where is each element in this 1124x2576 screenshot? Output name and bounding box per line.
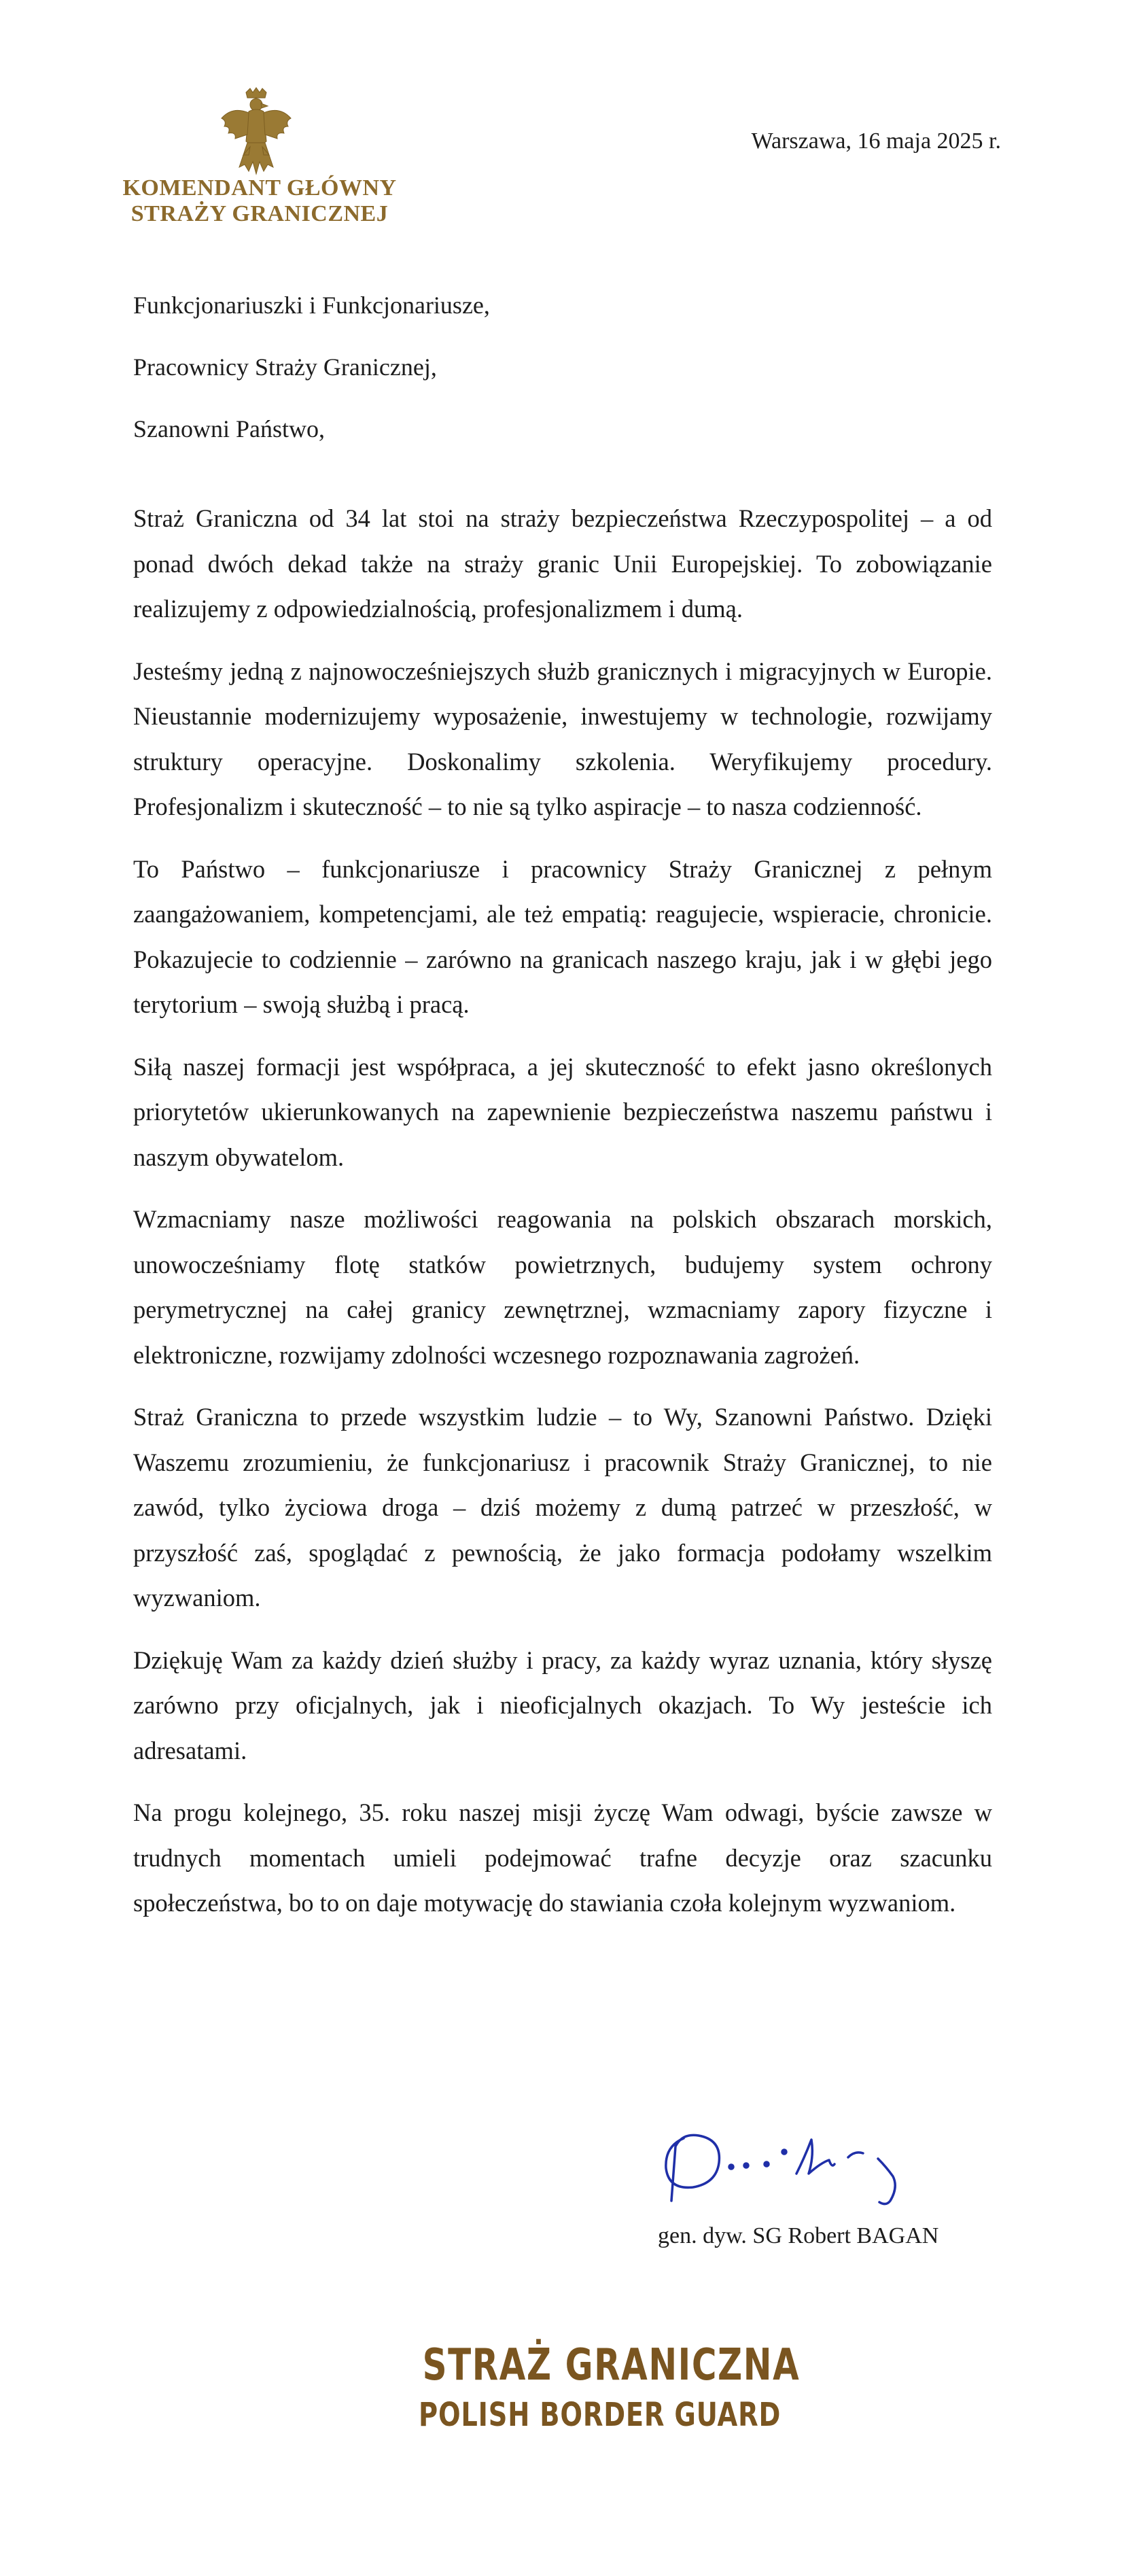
signer-name: gen. dyw. SG Robert BAGAN	[658, 2223, 939, 2248]
body-paragraph-5: Wzmacniamy nasze możliwości reagowania na polskich obszarach morskich, unowocześniamy flotę statków powietrznych, budujemy system ochrony perymetrycznej na całej granicy zewnętrznej, wzmacniamy zapory fizyczne i elektroniczne, rozwijamy zdolności wczesnego rozpoznawania zagrożeń.	[133, 1205, 992, 1369]
body-paragraph-2: Jesteśmy jedną z najnowocześniejszych służb granicznych i migracyjnych w Europie. Nieustannie modernizujemy wyposażenie, inwestujemy w technologie, rozwijamy struktury operacyjne. Doskonalimy szkolenia. Weryfikujemy procedury. Profesjonalizm i skuteczność – to nie są tylko aspiracje – to nasza codzienność.	[133, 657, 992, 820]
border-guard-stamp	[381, 2338, 801, 2437]
letter-date: Warszawa, 16 maja 2025 r.	[751, 128, 1001, 154]
body-paragraph-7: Dziękuję Wam za każdy dzień służby i pracy, za każdy wyraz uznania, który słyszę zarówno przy oficjalnych, jak i nieoficjalnych okazjach. To Wy jesteście ich adresatami.	[133, 1646, 992, 1764]
polish-eagle-icon	[219, 87, 294, 182]
salutation-line-1: Funkcjonariuszki i Funkcjonariusze,	[133, 292, 490, 319]
salutation-line-2: Pracownicy Straży Granicznej,	[133, 353, 437, 381]
organization-line-1: KOMENDANT GŁÓWNY	[122, 175, 397, 201]
body-paragraph-8: Na progu kolejnego, 35. roku naszej misji życzę Wam odwagi, byście zawsze w trudnych momentach umieli podejmować trafne decyzje oraz szacunku społeczeństwa, bo to on daje motywację do stawiania czoła kolejnym wyzwaniom.	[133, 1798, 992, 1917]
stamp-line-2: POLISH BORDER GUARD	[419, 2396, 781, 2434]
body-paragraph-6: Straż Graniczna to przede wszystkim ludzie – to Wy, Szanowni Państwo. Dzięki Waszemu zrozumieniu, że funkcjonariusz i pracownik Straży Granicznej, to nie zawód, tylko życiowa droga – dziś możemy z dumą patrzeć w przeszłość, w przyszłość zaś, spoglądać z pewnością, że jako formacja podołamy wszelkim wyzwaniom.	[133, 1403, 992, 1612]
organization-line-2: STRAŻY GRANICZNEJ	[130, 201, 389, 226]
body-paragraph-4: Siłą naszej formacji jest współpraca, a jej skuteczność to efekt jasno określonych priorytetów ukierunkowanych na zapewnienie bezpieczeństwa naszemu państwu i naszym obywatelom.	[133, 1052, 992, 1171]
body-paragraph-3: To Państwo – funkcjonariusze i pracownicy Straży Granicznej z pełnym zaangażowaniem, kompetencjami, ale też empatią: reagujecie, wspieracie, chronicie. Pokazujecie to codziennie – zarówno na granicach naszego kraju, jak i w głębi jego terytorium – swoją służbą i pracą.	[133, 854, 992, 1018]
letter-body	[133, 496, 992, 1943]
salutation-line-3: Szanowni Państwo,	[133, 415, 325, 442]
body-paragraph-1: Straż Graniczna od 34 lat stoi na straży bezpieczeństwa Rzeczypospolitej – a od ponad dwóch dekad także na straży granic Unii Europejskiej. To zobowiązanie realizujemy z odpowiedzialnością, profesjonalizmem i dumą.	[133, 504, 992, 623]
organization-title	[117, 175, 402, 227]
handwritten-signature-icon	[651, 2119, 957, 2208]
stamp-line-1: STRAŻ GRANICZNA	[422, 2340, 801, 2390]
